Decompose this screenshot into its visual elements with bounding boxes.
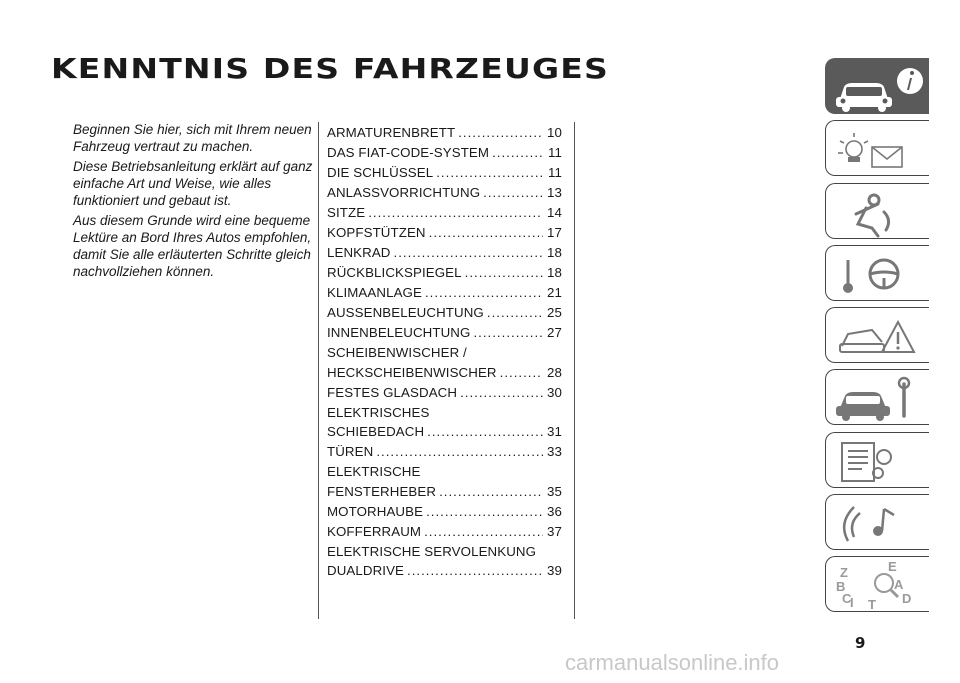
toc-entry-label: ARMATURENBRETT xyxy=(327,125,456,140)
toc-page-number: 13 xyxy=(547,185,562,200)
toc-entry-label: DAS FIAT-CODE-SYSTEM xyxy=(327,145,490,160)
svg-text:T: T xyxy=(868,597,876,613)
toc-entry-label: LENKRAD xyxy=(327,245,391,260)
toc-leader-dots xyxy=(427,422,543,442)
toc-entry-label: MOTORHAUBE xyxy=(327,503,424,519)
toc-leader-dots xyxy=(458,123,543,143)
svg-text:Z: Z xyxy=(840,565,848,581)
chapter-tabs xyxy=(825,58,929,619)
toc-entry[interactable] xyxy=(327,123,562,143)
toc-page-number: 11 xyxy=(547,165,562,180)
toc-entry-label: FESTES GLASDACH xyxy=(327,384,458,400)
toc-page-number: 18 xyxy=(547,265,562,280)
toc-entry-label-line: ELEKTRISCHE xyxy=(327,464,421,479)
chapter-tab[interactable] xyxy=(825,120,929,176)
intro-paragraph: Beginnen Sie hier, sich mit Ihrem neuen Fahrzeug vertraut zu machen. xyxy=(73,122,312,154)
watermark: carmanualsonline.info xyxy=(565,650,780,675)
chapter-tab[interactable] xyxy=(825,307,929,363)
toc-page-number: 14 xyxy=(547,205,562,220)
svg-text:D: D xyxy=(902,591,912,607)
svg-text:E: E xyxy=(888,559,897,575)
toc-leader-dots xyxy=(487,303,543,323)
toc-entry-label: DUALDRIVE xyxy=(327,563,405,578)
toc-entry-label: KOPFSTÜTZEN xyxy=(327,225,426,240)
toc-page-number: 30 xyxy=(547,384,562,400)
toc-leader-dots xyxy=(426,502,543,522)
chapter-tab[interactable] xyxy=(825,58,929,114)
toc-entry-label: DIE SCHLÜSSEL xyxy=(327,165,434,180)
toc-leader-dots xyxy=(500,363,543,383)
toc-page-number: 37 xyxy=(547,523,562,539)
toc-entry[interactable] xyxy=(327,323,562,343)
svg-text:A: A xyxy=(894,577,904,593)
toc-page-number: 18 xyxy=(547,245,562,260)
toc-page-number: 21 xyxy=(547,285,562,300)
toc-leader-dots xyxy=(424,522,543,542)
intro-paragraph: Diese Betriebsanleitung erklärt auf ganz einfache Art und Weise, wie alles funktioniert und gebaut ist. xyxy=(73,159,313,208)
toc-page-number: 36 xyxy=(547,503,562,519)
svg-text:I: I xyxy=(850,595,854,611)
toc-leader-dots xyxy=(492,143,543,163)
toc-leader-dots xyxy=(368,203,543,223)
toc-page-number: 35 xyxy=(547,483,562,499)
toc-entry[interactable] xyxy=(327,143,562,163)
toc-leader-dots xyxy=(436,163,543,183)
toc-entry[interactable] xyxy=(327,203,562,223)
toc-entry[interactable] xyxy=(327,343,562,382)
toc-entry-label: SCHIEBEDACH xyxy=(327,424,425,439)
toc-entry[interactable] xyxy=(327,183,562,203)
toc-page-number: 39 xyxy=(547,563,562,578)
toc-entry-label: KLIMAANLAGE xyxy=(327,285,422,300)
column-divider xyxy=(574,122,575,619)
toc-page-number: 25 xyxy=(547,305,562,320)
toc-leader-dots xyxy=(407,561,543,581)
toc-entry[interactable] xyxy=(327,263,562,283)
toc-entry-label-line: ELEKTRISCHE SERVOLENKUNG xyxy=(327,543,537,559)
toc-entry[interactable] xyxy=(327,542,562,581)
toc-page-number: 27 xyxy=(547,325,562,340)
toc-entry[interactable] xyxy=(327,303,562,323)
toc-entry-label: SITZE xyxy=(327,205,366,220)
toc-entry[interactable] xyxy=(327,243,562,263)
toc-entry[interactable] xyxy=(327,383,562,403)
toc-entry[interactable] xyxy=(327,163,562,183)
toc-entry[interactable] xyxy=(327,502,562,522)
toc-entry-label: HECKSCHEIBENWISCHER xyxy=(327,364,497,380)
page-number: 9 xyxy=(855,634,866,652)
toc-entry-label-line: ELEKTRISCHES xyxy=(327,404,430,420)
toc-leader-dots xyxy=(376,442,543,462)
toc-page-number: 10 xyxy=(547,125,562,140)
toc-page-number: 17 xyxy=(547,225,562,240)
chapter-tab[interactable] xyxy=(825,369,929,425)
toc-entry-label: TÜREN xyxy=(327,444,374,459)
toc-leader-dots xyxy=(460,383,543,403)
toc-entry-label: FENSTERHEBER xyxy=(327,483,437,499)
intro-paragraph: Aus diesem Grunde wird eine bequeme Lektüre an Bord Ihres Autos empfohlen, damit Sie alle erläuterten Schritte gleich nachvollziehen können. xyxy=(73,213,312,279)
chapter-tab[interactable] xyxy=(825,245,929,301)
toc-entry[interactable] xyxy=(327,442,562,462)
toc-page-number: 11 xyxy=(547,145,562,160)
svg-text:C: C xyxy=(842,591,852,607)
chapter-tab[interactable] xyxy=(825,494,929,550)
toc-entry-label: AUSSENBELEUCHTUNG xyxy=(327,305,484,320)
toc-entry-label: INNENBELEUCHTUNG xyxy=(327,325,471,340)
toc-entry-label: ANLASSVORRICHTUNG xyxy=(327,185,481,200)
toc-entry-label-line: SCHEIBENWISCHER / xyxy=(327,345,467,360)
toc-leader-dots xyxy=(465,263,543,283)
toc-entry-label: KOFFERRAUM xyxy=(327,523,422,539)
toc-leader-dots xyxy=(439,482,543,502)
toc-leader-dots xyxy=(483,183,543,203)
page-title: KENNTNIS DES FAHRZEUGES xyxy=(51,52,609,85)
column-divider xyxy=(318,122,319,619)
toc-leader-dots xyxy=(473,323,543,343)
svg-text:B: B xyxy=(836,579,846,595)
toc-leader-dots xyxy=(425,283,543,303)
toc-entry[interactable] xyxy=(327,403,562,442)
toc-entry[interactable] xyxy=(327,283,562,303)
chapter-tab[interactable] xyxy=(825,556,929,612)
toc-entry-label: RÜCKBLICKSPIEGEL xyxy=(327,265,462,280)
chapter-tab[interactable] xyxy=(825,183,929,239)
table-of-contents xyxy=(327,123,562,581)
toc-entry[interactable] xyxy=(327,522,562,542)
toc-page-number: 28 xyxy=(547,364,562,380)
chapter-tab[interactable] xyxy=(825,432,929,488)
toc-page-number: 33 xyxy=(547,444,562,459)
toc-leader-dots xyxy=(429,223,543,243)
toc-entry[interactable] xyxy=(327,223,562,243)
toc-page-number: 31 xyxy=(547,424,562,439)
toc-leader-dots xyxy=(394,243,543,263)
toc-entry[interactable] xyxy=(327,462,562,501)
intro-text xyxy=(73,121,313,283)
